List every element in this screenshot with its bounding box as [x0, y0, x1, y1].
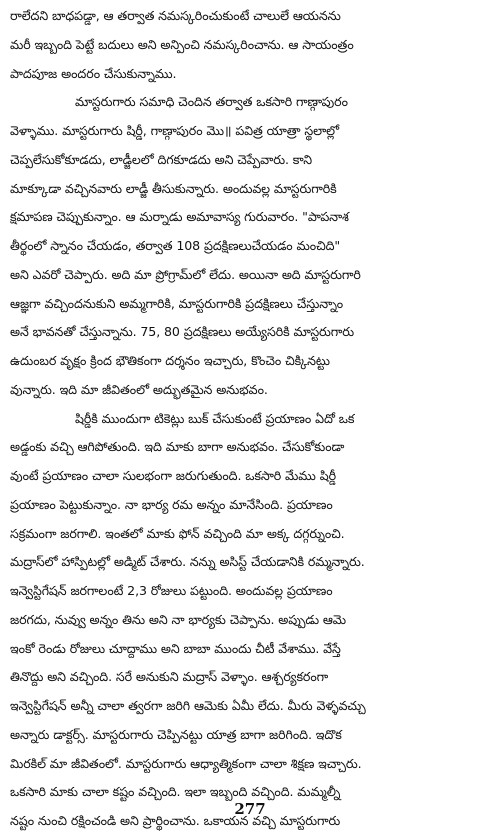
text-line: చెప్పలేసుకోకూడదు, లాడ్జీలలో దిగకూడదు అని చెప్పేవారు. కాని: [10, 151, 312, 167]
text-line: క్షమాపణ చెప్పుకున్నాం. ఆ మర్నాడు అమావాస్య గురువారం. "పాపనాశ: [10, 209, 349, 225]
text-line: మద్రాస్‌లో హాస్పిటల్లో అడ్మిట్ చేశారు. నన్ను అసిస్ట్ చేయడానికి రమ్మన్నారు.: [10, 554, 365, 570]
text-line: వుంటే ప్రయాణం చాలా సులభంగా జరుగుతుంది. ఒకసారి మేము షిర్డీ: [10, 468, 336, 483]
text-line: తీర్థంలో స్నానం చేయడం, తర్వాత 108 ప్రదక్షిణలుచేయడం మంచిది": [10, 238, 341, 253]
text-line: అనే భావనతో చేస్తున్నాను. 75, 80 ప్రదక్షిణలు అయ్యేసరికి మాస్టరుగారు: [10, 324, 355, 340]
text-line: ఇన్వెస్టిగేషన్ అన్నీ చాలా త్వరగా జరిగి ఆమెకు ఏమీ లేదు. మీరు వెళ్ళవచ్చు: [10, 698, 366, 713]
text-line: వెళ్ళాము. మాస్టరుగారు షిర్డీ, గాణ్గాపురం మొ॥ పవిత్ర యాత్రా స్థలాల్లో: [10, 123, 340, 138]
text-line: అన్నారు డాక్టర్స్. మాస్టరుగారు చెప్పినట్టు యాత్ర బాగా జరిగింది. ఇదొక: [10, 726, 342, 742]
text-line: రాలేదని బాధపడ్డా, ఆ తర్వాత నమస్కరించుకుంటే చాలులే ఆయనను: [10, 8, 341, 23]
text-line: అని ఎవరో చెప్పారు. అది మా ప్రోగ్రామ్‌లో లేదు. అయినా అది మాస్టరుగారి: [10, 266, 361, 282]
paragraph-start-line: మాస్టరుగారు సమాధి చెందిన తర్వాత ఒకసారి గాణ్గాపురం: [75, 94, 348, 110]
text-line: నష్టం నుంచి రక్షించండి అని ప్రార్థించాను. ఒకాయన వచ్చి మాస్టరుగారు: [10, 813, 341, 828]
text-line: మరీ ఇబ్బంది పెట్టే బదులు అని అన్పించి నమస్కరించాను. ఆ సాయంత్రం: [10, 36, 354, 52]
paragraph-start-line: షిర్డీకి ముందుగా టికెట్లు బుక్ చేసుకుంటే ప్రయాణం ఏదో ఒక: [75, 410, 355, 426]
body-text: [10, 2, 488, 836]
text-line: ఇన్వెస్టిగేషన్ జరగాలంటే 2,3 రోజులు పట్టుంది. అందువల్ల ప్రయాణం: [10, 583, 333, 598]
text-line: ఒకసారి మాకు చాలా కష్టం వచ్చింది. ఇలా ఇబ్బంది వచ్చింది. మమ్మల్నీ: [10, 784, 341, 800]
text-line: పాదపూజ అందరం చేసుకున్నాము.: [10, 65, 177, 81]
text-line: మాక్కూడా వచ్చినవారు లాడ్జీ తీసుకున్నారు. అందువల్ల మాస్టరుగారికి: [10, 180, 337, 196]
text-line: జరగదు, నువ్వు అన్నం తిను అని నా భార్యకు చెప్పాను. అప్పుడు ఆమె: [10, 611, 347, 627]
text-line: ఇంకో రెండు రోజులు చూద్దాము అని బాబా ముందు చీటీ వేశాము. వేస్తే: [10, 640, 341, 656]
page-number: 277: [234, 800, 266, 818]
text-line: ప్రయాణం పెట్టుకున్నాం. నా భార్య రమ అన్నం మానేసింది. ప్రయాణం: [10, 496, 333, 512]
text-line: ఉదుంబర వృక్షం క్రింద భౌతికంగా దర్శనం ఇచ్చారు, కొంచెం చిక్కినట్టు: [10, 353, 330, 368]
text-line: మిరకిల్ మా జీవితంలో. మాస్టరుగారు ఆధ్యాత్మికంగా చాలా శిక్షణ ఇచ్చారు.: [10, 755, 362, 771]
text-line: వున్నారు. ఇది మా జీవితంలో అద్భుతమైన అనుభవం.: [10, 381, 268, 397]
text-line: తినొద్దు అని వచ్చింది. సరే అనుకుని మద్రాస్ వెళ్ళాం. ఆశ్చర్యకరంగా: [10, 669, 329, 685]
text-line: ఆజ్ఞగా వచ్చిందనుకుని అమ్మగారికి, మాస్టరుగారికి ప్రదక్షిణలు చేస్తున్నాం: [10, 295, 344, 311]
text-line: అడ్డంకు వచ్చి ఆగిపోతుంది. ఇది మాకు బాగా అనుభవం. చేసుకోకుండా: [10, 439, 345, 455]
text-line: సక్రమంగా జరగాలి. ఇంతలో మాకు ఫోన్ వచ్చింది మా అక్క దగ్గర్నుంచి.: [10, 525, 345, 541]
